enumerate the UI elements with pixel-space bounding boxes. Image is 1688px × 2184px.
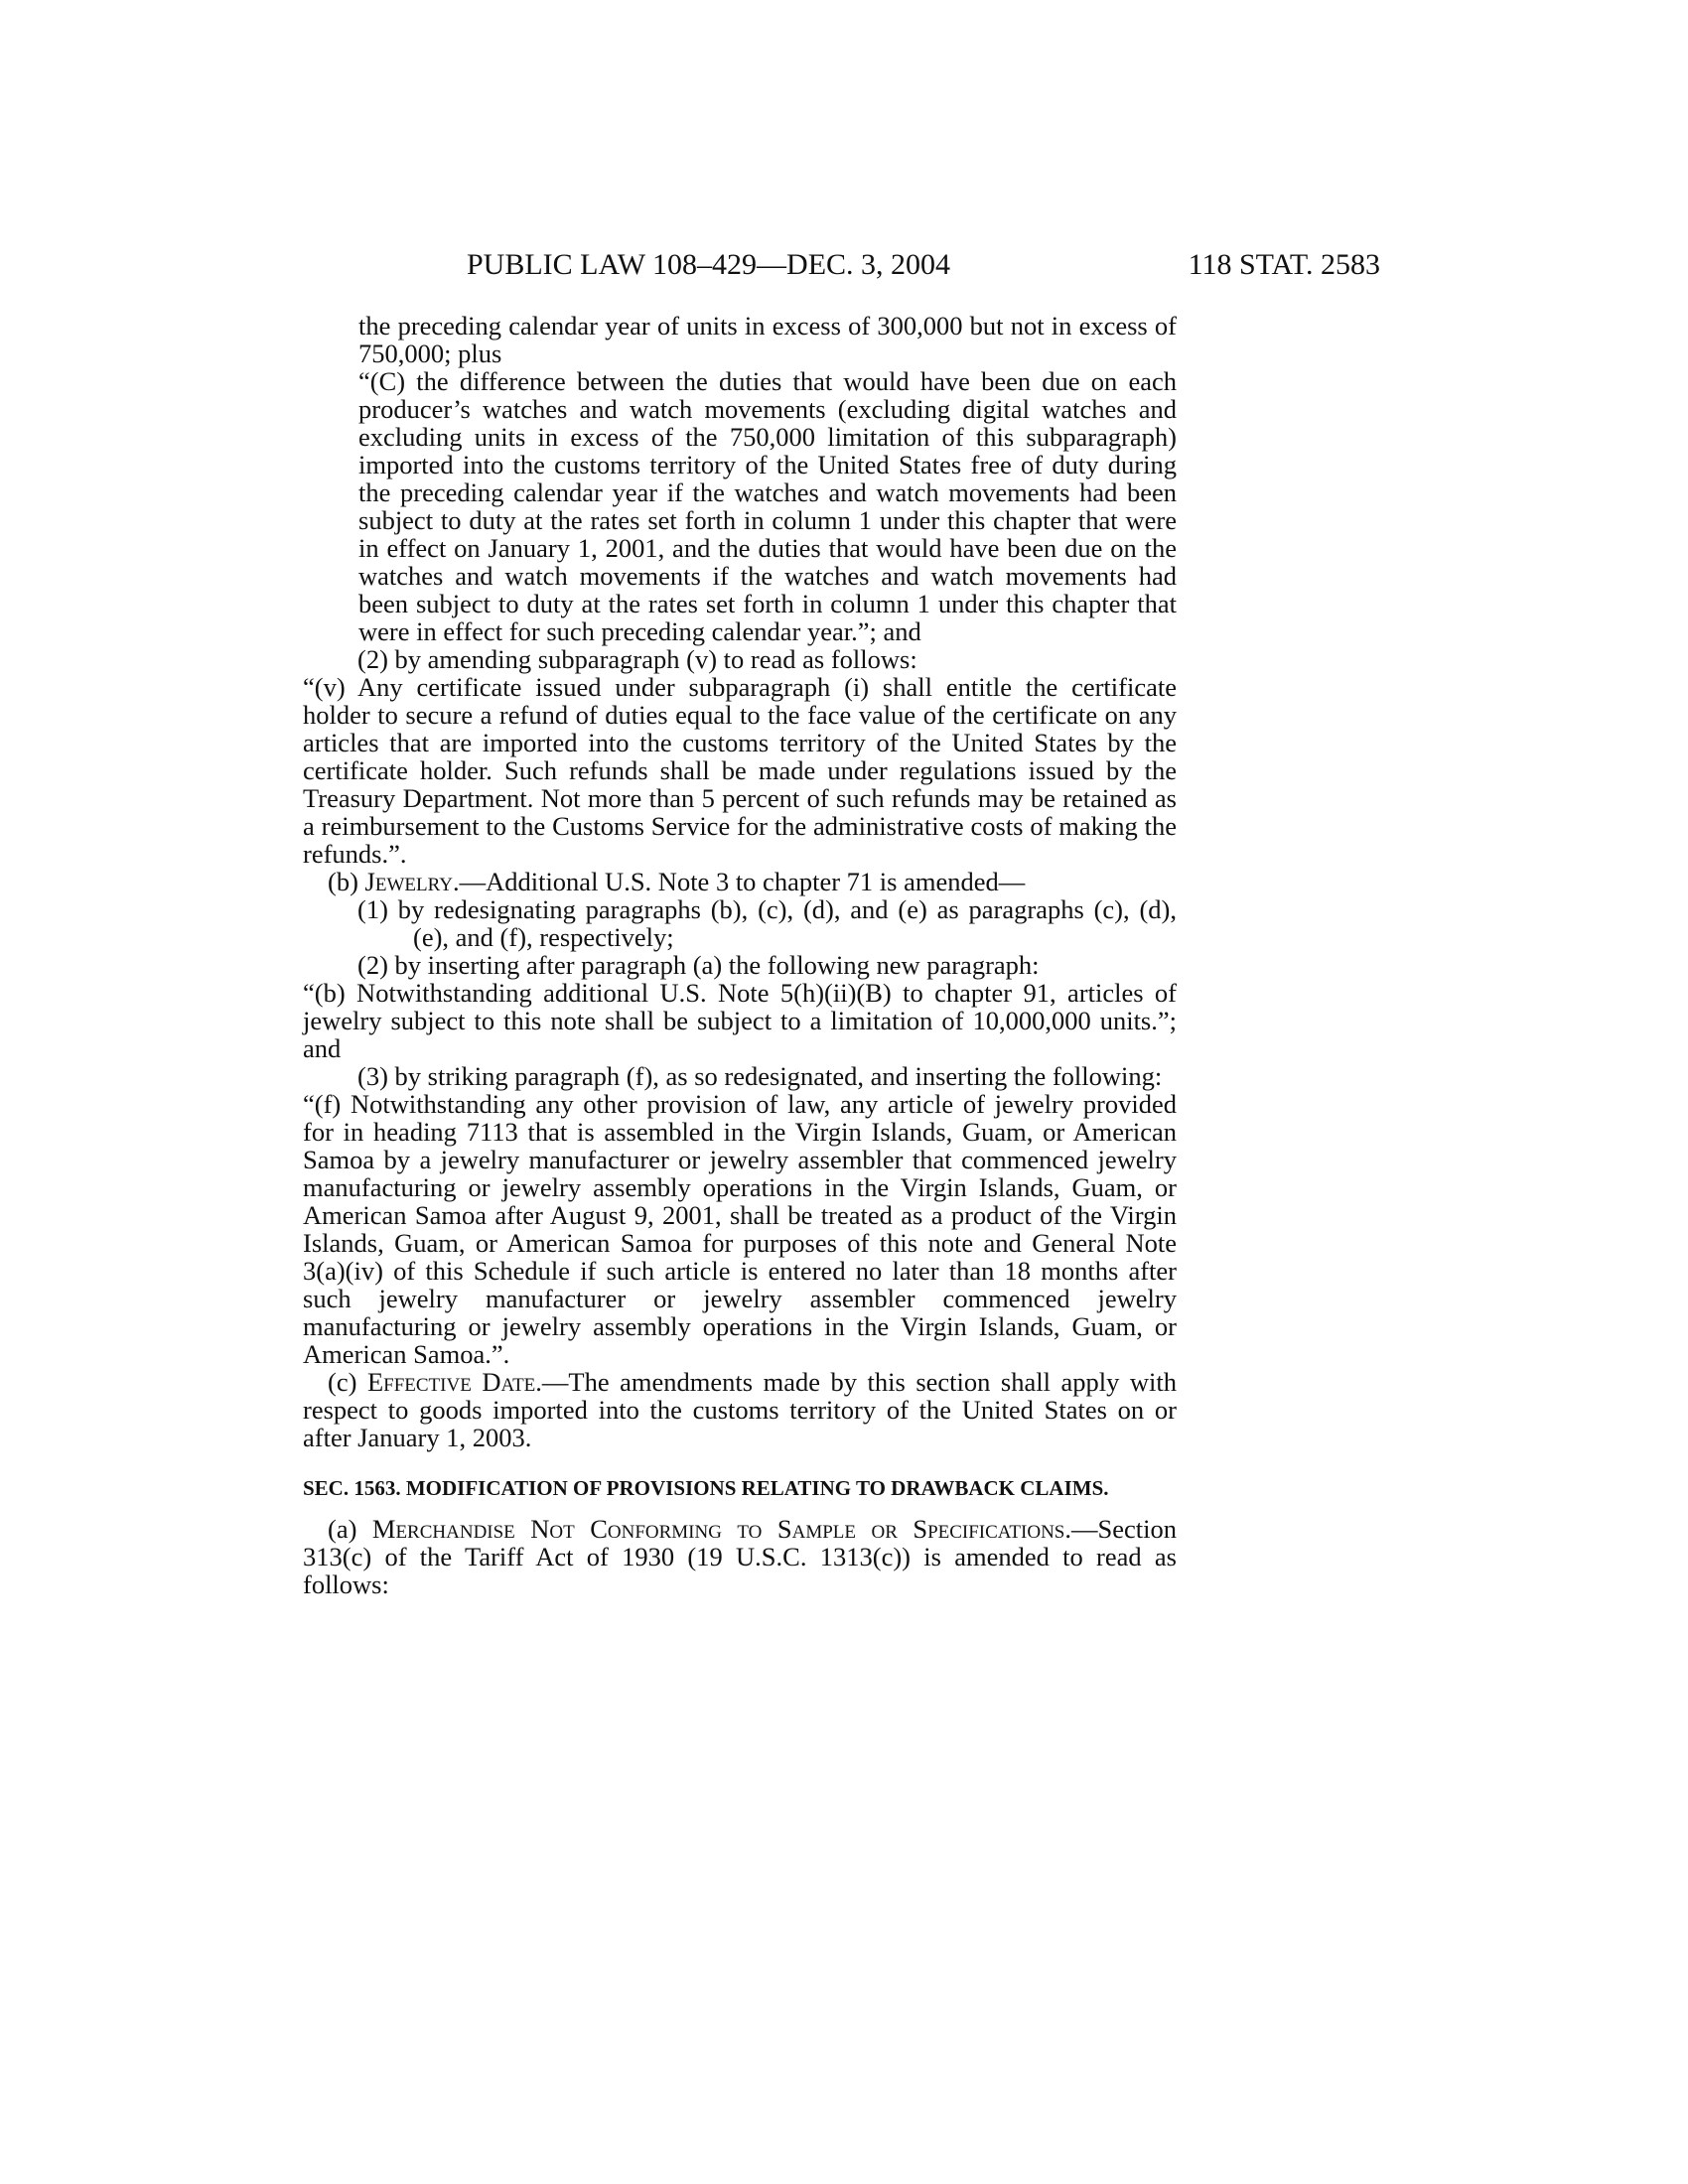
subsection-b bbox=[303, 868, 1177, 895]
paragraph: (1) by redesignating paragraphs (b), (c), (d), and (e) as paragraphs (c), (d), (e), and (f), respectively; bbox=[357, 894, 1177, 952]
paragraph: (2) by inserting after paragraph (a) the following new paragraph: bbox=[357, 950, 1040, 980]
paragraph: (3) by striking paragraph (f), as so redesignated, and inserting the following: bbox=[357, 1061, 1163, 1091]
subsection-label: (c) bbox=[328, 1367, 367, 1397]
subsection-c bbox=[303, 1368, 1177, 1451]
paragraph: “(b) Notwithstanding additional U.S. Note 5(h)(ii)(B) to chapter 91, articles of jewelry subject to this note shall be subject to a limitation of 10,000,000 units.”; and bbox=[303, 978, 1177, 1063]
subsection-heading: Effective Date bbox=[366, 1367, 536, 1397]
subsection-label: (a) bbox=[328, 1514, 372, 1544]
paragraph: (2) by amending subparagraph (v) to read as follows: bbox=[357, 644, 917, 674]
subsection-heading: Merchandise Not Conforming to Sample or Specifications bbox=[371, 1514, 1065, 1544]
subsection-heading: Jewelry bbox=[364, 867, 453, 896]
paragraph: the preceding calendar year of units in excess of 300,000 but not in excess of 750,000; plus bbox=[358, 311, 1177, 368]
section-heading: SEC. 1563. MODIFICATION OF PROVISIONS RELATING TO DRAWBACK CLAIMS. bbox=[303, 1476, 1109, 1500]
subsection-label: (b) bbox=[328, 867, 365, 896]
paragraph: “(C) the difference between the duties that would have been due on each producer’s watches and watch movements (excluding digital watches and excluding units in excess of the 750,000 limitation of this subparagraph) imported into the customs territory of the United States free of duty during the preceding calendar year if the watches and watch movements had been subject to duty at the rates set forth in column 1 under this chapter that were in effect on January 1, 2001, and the duties that would have been due on the watches and watch movements if the watches and watch movements had been subject to duty at the rates set forth in column 1 under this chapter that were in effect for such preceding calendar year.”; and bbox=[358, 366, 1177, 646]
subsection-a bbox=[303, 1515, 1177, 1598]
paragraph: “(f) Notwithstanding any other provision of law, any article of jewelry provided for in heading 7113 that is assembled in the Virgin Islands, Guam, or American Samoa by a jewelry manufacturer or jewelry assembler that commenced jewelry manufacturing or jewelry assembly operations in the Virgin Islands, Guam, or American Samoa after August 9, 2001, shall be treated as a product of the Virgin Islands, Guam, or American Samoa for purposes of this note and General Note 3(a)(iv) of this Schedule if such article is entered no later than 18 months after such jewelry manufacturer or jewelry assembler commenced jewelry manufacturing or jewelry assembly operations in the Virgin Islands, Guam, or American Samoa.”. bbox=[303, 1089, 1177, 1369]
running-head bbox=[298, 248, 1380, 288]
subsection-text: .—The amendments made by this section shall apply with respect to goods imported into the customs territory of the United States on or after January 1, 2003. bbox=[303, 1367, 1177, 1452]
subsection-text: .—Additional U.S. Note 3 to chapter 71 is amended— bbox=[452, 867, 1026, 896]
document-body bbox=[303, 312, 1177, 1598]
statute-page-number: 118 STAT. 2583 bbox=[1188, 248, 1380, 281]
subsection-text: .—Section 313(c) of the Tariff Act of 1930 (19 U.S.C. 1313(c)) is amended to read as follows: bbox=[303, 1514, 1177, 1599]
law-citation: PUBLIC LAW 108–429—DEC. 3, 2004 bbox=[467, 248, 951, 281]
paragraph: “(v) Any certificate issued under subparagraph (i) shall entitle the certificate holder to secure a refund of duties equal to the face value of the certificate on any articles that are imported into the customs territory of the United States by the certificate holder. Such refunds shall be made under regulations issued by the Treasury Department. Not more than 5 percent of such refunds may be retained as a reimbursement to the Customs Service for the administrative costs of making the refunds.”. bbox=[303, 672, 1177, 869]
